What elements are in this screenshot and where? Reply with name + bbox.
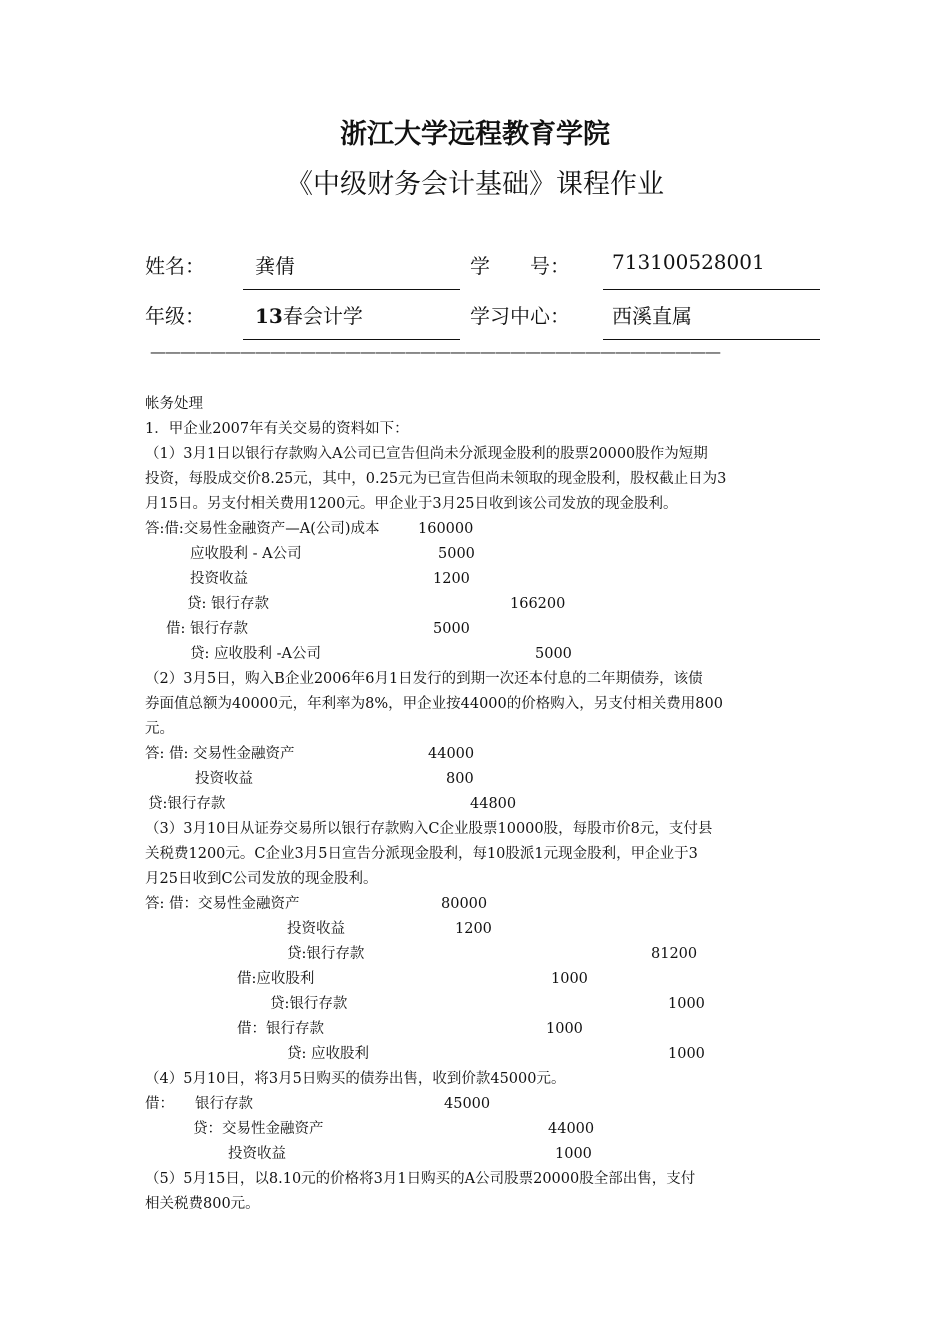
entry-account: 贷: 应收股利	[287, 1046, 369, 1062]
q2-text: 元。	[145, 721, 174, 737]
entry-account: 贷:银行存款	[148, 796, 226, 812]
entry-amount: 160000	[418, 521, 474, 537]
entry-amount: 1000	[551, 971, 588, 987]
entry-account: 借:应收股利	[237, 971, 315, 987]
entry-amount: 1000	[668, 1046, 705, 1062]
entry-account: 贷: 应收股利 -A公司	[190, 646, 321, 662]
entry-amount: 80000	[441, 896, 488, 912]
q1-text: 月15日。另支付相关费用1200元。甲企业于3月25日收到该公司发放的现金股利。	[145, 496, 678, 512]
name-underline	[243, 289, 460, 290]
entry-amount: 45000	[444, 1096, 491, 1112]
course-title: 《中级财务会计基础》课程作业	[286, 169, 664, 200]
entry-account: 答:借:交易性金融资产—A(公司)成本	[145, 521, 380, 537]
entry-account: 借：银行存款	[237, 1021, 324, 1037]
entry-amount: 1000	[668, 996, 705, 1012]
entry-amount: 1200	[455, 921, 492, 937]
learning-center-label: 学习中心：	[470, 304, 570, 328]
entry-account: 贷: 银行存款	[187, 596, 269, 612]
q3-text: 关税费1200元。C企业3月5日宣告分派现金股利，每10股派1元现金股利，甲企业于3	[145, 846, 698, 862]
q4-text: （4）5月10日，将3月5日购买的债券出售，收到价款45000元。	[145, 1071, 566, 1087]
entry-account: 贷：交易性金融资产	[193, 1121, 324, 1137]
q1-text: （1）3月1日以银行存款购入A公司已宣告但尚未分派现金股利的股票20000股作为短期	[145, 446, 708, 462]
grade-underline	[243, 339, 460, 340]
entry-account: 应收股利 - A公司	[190, 546, 302, 562]
learning-center-value: 西溪直属	[612, 304, 692, 328]
q3-text: 月25日收到C公司发放的现金股利。	[145, 871, 378, 887]
student-id-label: 学 号：	[470, 254, 570, 278]
entry-account: 银行存款	[195, 1096, 253, 1112]
entry-account: 借: 银行存款	[166, 621, 248, 637]
entry-amount: 800	[446, 771, 474, 787]
q5-text: （5）5月15日，以8.10元的价格将3月1日购买的A公司股票20000股全部出售，支付	[145, 1171, 696, 1187]
grade-major: 春会计学	[282, 304, 363, 328]
institution-title: 浙江大学远程教育学院	[340, 119, 610, 150]
entry-amount: 5000	[438, 546, 475, 562]
entry-amount: 44000	[548, 1121, 595, 1137]
name-label: 姓名：	[145, 254, 205, 278]
entry-amount: 1200	[433, 571, 470, 587]
q5-text: 相关税费800元。	[145, 1196, 260, 1212]
entry-amount: 1000	[546, 1021, 583, 1037]
grade-label: 年级：	[145, 304, 205, 328]
question-intro: 1．甲企业2007年有关交易的资料如下：	[145, 421, 409, 437]
student-id-underline	[603, 289, 820, 290]
grade-year: 13	[255, 304, 283, 328]
learning-center-underline	[603, 339, 820, 340]
entry-account: 答: 借：交易性金融资产	[145, 896, 300, 912]
entry-amount: 44800	[470, 796, 517, 812]
q2-text: （2）3月5日，购入B企业2006年6月1日发行的到期一次还本付息的二年期债券，该债	[145, 671, 703, 687]
name-value: 龚倩	[255, 254, 295, 278]
divider-line: ——————————————————————————————————————	[150, 342, 720, 361]
entry-amount: 81200	[651, 946, 698, 962]
entry-account: 贷:银行存款	[287, 946, 365, 962]
q1-text: 投资，每股成交价8.25元，其中，0.25元为已宣告但尚未领取的现金股利，股权截止日为3	[145, 471, 727, 487]
q3-text: （3）3月10日从证券交易所以银行存款购入C企业股票10000股，每股市价8元，支付县	[145, 821, 713, 837]
entry-debit-label: 借：	[145, 1096, 174, 1112]
entry-account: 投资收益	[195, 771, 253, 787]
entry-amount: 5000	[535, 646, 572, 662]
entry-account: 投资收益	[190, 571, 248, 587]
student-id-value: 713100528001	[612, 250, 765, 274]
entry-amount: 44000	[428, 746, 475, 762]
entry-amount: 5000	[433, 621, 470, 637]
q2-text: 券面值总额为40000元，年利率为8%，甲企业按44000的价格购入，另支付相关费用800	[145, 696, 723, 712]
entry-account: 投资收益	[228, 1146, 286, 1162]
entry-account: 投资收益	[287, 921, 345, 937]
entry-account: 答: 借: 交易性金融资产	[145, 746, 295, 762]
section-heading: 帐务处理	[145, 396, 203, 412]
entry-amount: 166200	[510, 596, 566, 612]
entry-amount: 1000	[555, 1146, 592, 1162]
entry-account: 贷:银行存款	[270, 996, 348, 1012]
grade-value	[255, 300, 363, 329]
